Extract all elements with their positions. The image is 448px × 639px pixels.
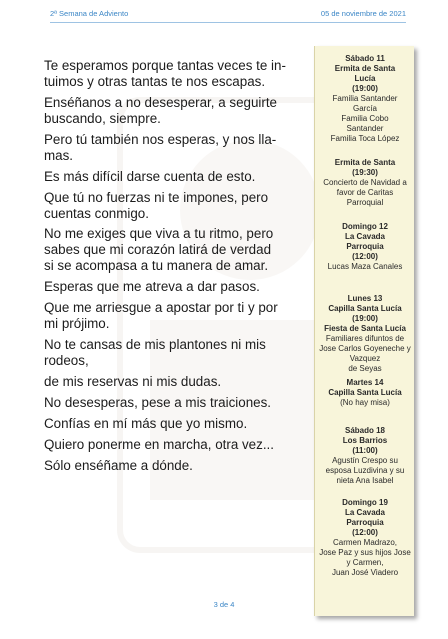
schedule-heading: Los Barrios [342,436,388,445]
page-number: 3 de 4 [213,600,235,609]
schedule-detail: Parroquial [346,198,384,207]
text-line: mas. [44,147,74,163]
schedule-detail: y Carmen, [346,558,384,567]
text-line: No te cansas de mis plantones ni mis [44,337,266,353]
schedule-detail: Carmen Madrazo, [332,538,398,547]
schedule-heading: Parroquia [346,242,384,251]
schedule-detail: García [352,104,377,113]
schedule-heading: (12:00) [352,252,378,261]
schedule-detail: Jose Carlos Goyeneche y [319,344,411,353]
schedule-detail: Familiares difuntos de [325,334,405,343]
schedule-heading: (12:00) [352,528,378,537]
header-divider [50,22,406,23]
schedule-detail: Juan José Viadero [331,568,399,577]
schedule-heading: Capilla Santa Lucía [328,304,402,313]
schedule-heading: (19:00) [352,84,378,93]
schedule-heading: Parroquia [346,518,384,527]
schedule-entry [315,158,415,208]
text-line: mi prójimo. [44,316,110,332]
text-line: Pero tú también nos esperas, y nos lla- [44,131,277,147]
text-line: tuimos y otras tantas te nos escapas. [44,74,266,89]
text-line: Esperas que me atreva a dar pasos. [44,279,260,295]
schedule-entry [315,378,415,408]
text-line: Quiero ponerme en marcha, otra vez... [44,436,274,452]
schedule-entry [315,294,415,374]
text-line: rodeos, [44,353,89,369]
schedule-detail: Concierto de Navidad a [323,178,407,187]
schedule-heading: La Cavada [344,508,386,517]
text-line: No desesperas, pese a mis traiciones. [44,394,272,410]
schedule-heading: (11:00) [352,446,378,455]
text-line: Sólo enséñame a dónde. [44,457,193,473]
schedule-heading: Fiesta de Santa Lucía [324,324,406,333]
schedule-entry [315,222,415,272]
schedule-detail: Agustín Crespo su [332,456,398,465]
schedule-detail: Lucas Maza Canales [327,262,403,271]
schedule-heading: Ermita de Santa [334,64,396,73]
schedule-entry [315,54,415,144]
text-line: Que me arriesgue a apostar por ti y por [44,300,278,316]
schedule-detail: Familia Santander [332,94,398,103]
schedule-detail: nieta Ana Isabel [336,476,394,485]
schedule-heading: Domingo 12 [342,222,388,231]
schedule-heading: Ermita de Santa [334,158,396,167]
schedule-heading: (19:30) [352,168,378,177]
text-line: Enséñanos a no desesperar, a seguirte [44,94,278,110]
schedule-heading: Capilla Santa Lucía [328,388,402,397]
schedule-heading: Sábado 11 [345,54,385,63]
schedule-heading: Lucía [354,74,376,83]
text-line: No me exiges que viva a tu ritmo, pero [44,226,274,242]
header-section-title: 2ª Semana de Adviento [50,9,129,18]
text-line: sabes que mi corazón latirá de verdad [44,242,272,258]
text-line: cuentas conmigo. [44,205,149,221]
text-line: Confías en mí más que yo mismo. [44,415,248,431]
schedule-detail: Vazquez [349,354,381,363]
schedule-heading: Sábado 18 [344,426,385,435]
schedule-heading: (19:00) [352,314,378,323]
text-line: Que tú no fuerzas ni te impones, pero [44,189,269,205]
text-line: Es más difícil darse cuenta de esto. [44,168,256,184]
text-line: si se acompasa a tu manera de amar. [44,258,269,274]
header-date: 05 de noviembre de 2021 [320,9,406,18]
text-line: de mis reservas ni mis dudas. [44,374,222,390]
schedule-heading: Domingo 19 [342,498,388,507]
schedule-detail: Familia Cobo [341,114,389,123]
schedule-entry [315,498,415,578]
text-line: Te esperamos porque tantas veces te in- [44,58,286,73]
schedule-detail: Jose Paz y sus hijos Jose [319,548,411,557]
schedule-heading: Lunes 13 [347,294,383,303]
schedule-heading: Martes 14 [346,378,384,387]
schedule-detail: de Seyas [348,364,382,373]
schedule-entry [315,426,415,486]
schedule-heading: La Cavada [344,232,386,241]
schedule-detail: Santander [346,124,384,133]
mass-schedule-panel [314,46,414,616]
reflection-text [44,58,308,478]
schedule-detail: Familia Toca López [330,134,400,143]
text-line: buscando, siempre. [44,110,161,126]
schedule-detail: (No hay misa) [340,398,390,407]
schedule-detail: esposa Luzdivina y su [325,466,405,475]
schedule-detail: favor de Caritas [336,188,394,197]
